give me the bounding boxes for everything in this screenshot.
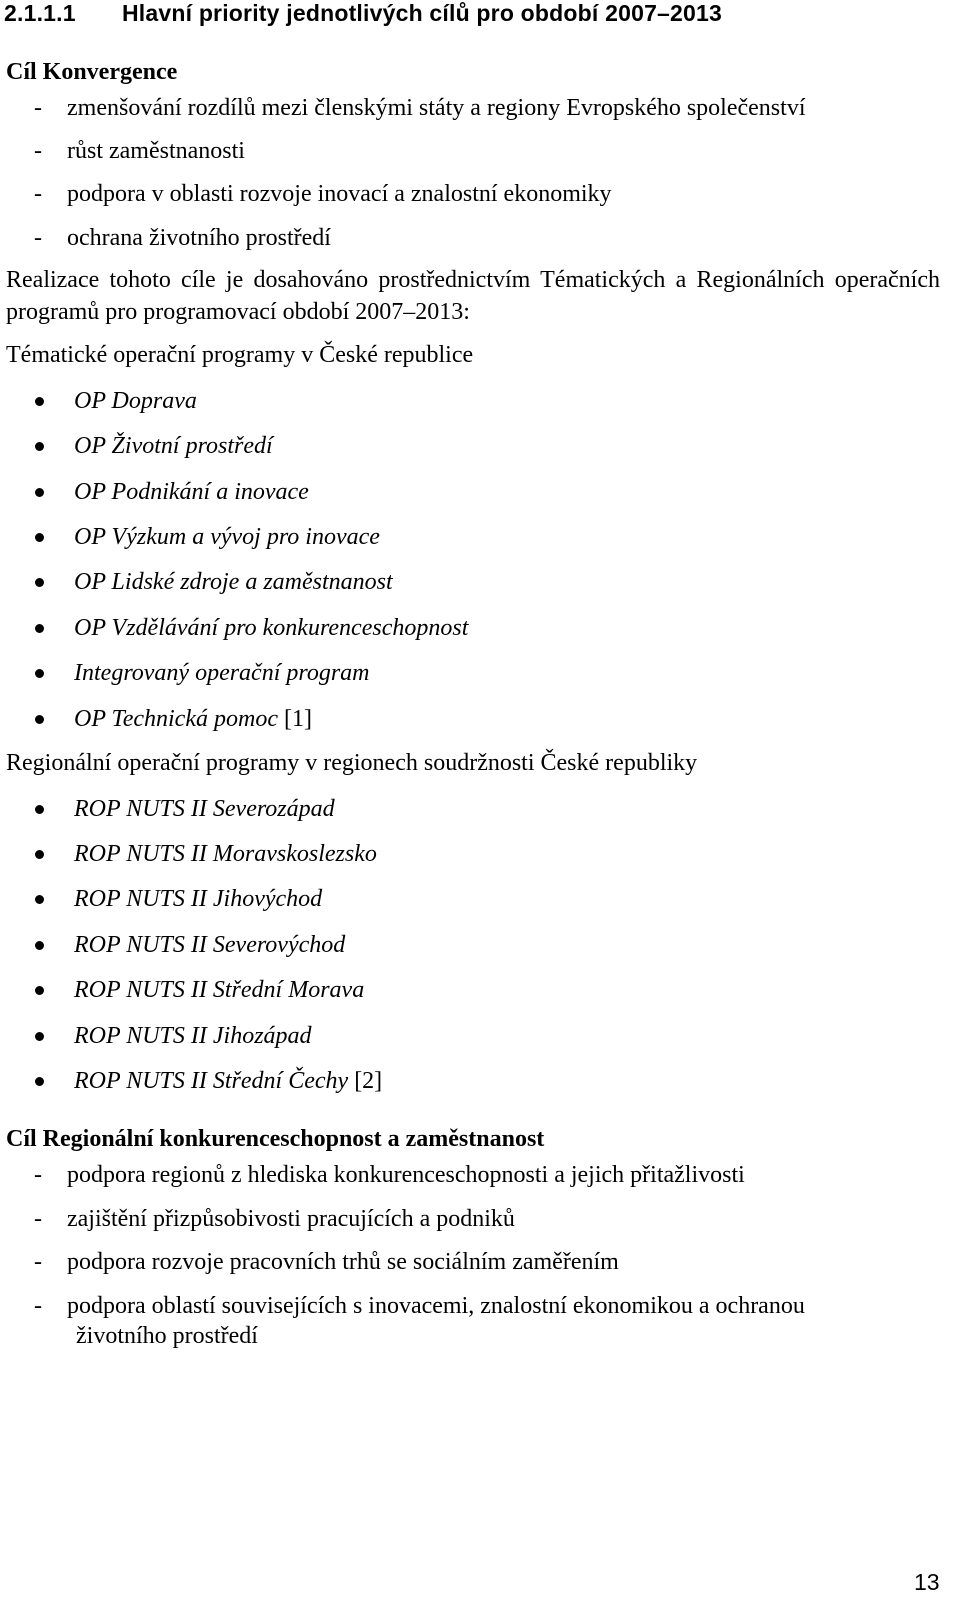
bullet-icon bbox=[35, 850, 44, 859]
convergence-item-text: ochrana životního prostředí bbox=[67, 225, 331, 251]
convergence-title: Cíl Konvergence bbox=[6, 59, 178, 85]
regional-item-text: ROP NUTS II Severozápad bbox=[74, 796, 335, 822]
thematic-item-text: OP Životní prostředí bbox=[74, 433, 273, 459]
dash-marker: - bbox=[34, 225, 42, 251]
dash-marker: - bbox=[34, 138, 42, 164]
bullet-icon bbox=[35, 669, 44, 678]
thematic-item-text: OP Doprava bbox=[74, 388, 197, 414]
page-number: 13 bbox=[914, 1569, 940, 1595]
regional-item-text: ROP NUTS II Střední Morava bbox=[74, 977, 365, 1003]
section-heading bbox=[4, 0, 722, 27]
bullet-icon bbox=[35, 986, 44, 995]
bullet-icon bbox=[35, 941, 44, 950]
competitiveness-title: Cíl Regionální konkurenceschopnost a zaměstnanost bbox=[6, 1126, 545, 1152]
thematic-item-text: Integrovaný operační program bbox=[74, 660, 370, 686]
bullet-icon bbox=[35, 895, 44, 904]
bullet-icon bbox=[35, 805, 44, 814]
competitiveness-item-text: podpora regionů z hlediska konkurenceschopnosti a jejich přitažlivosti bbox=[67, 1162, 745, 1188]
competitiveness-item-text: zajištění přizpůsobivosti pracujících a podniků bbox=[67, 1206, 515, 1232]
thematic-title: Tématické operační programy v České republice bbox=[6, 342, 474, 368]
thematic-item-text: OP Podnikání a inovace bbox=[74, 479, 309, 505]
thematic-item-text: OP Vzdělávání pro konkurenceschopnost bbox=[74, 615, 469, 641]
bullet-icon bbox=[35, 442, 44, 451]
thematic-item-text: OP Technická pomoc bbox=[74, 706, 278, 732]
dash-marker: - bbox=[34, 1293, 42, 1319]
dash-marker: - bbox=[34, 1162, 42, 1188]
bullet-icon bbox=[35, 1077, 44, 1086]
competitiveness-item-text: podpora rozvoje pracovních trhů se sociálním zaměřením bbox=[67, 1249, 619, 1275]
bullet-icon bbox=[35, 1032, 44, 1041]
regional-item-text: ROP NUTS II Jihovýchod bbox=[74, 886, 323, 912]
reference-link[interactable]: [2] bbox=[354, 1068, 383, 1094]
bullet-icon bbox=[35, 488, 44, 497]
section-number: 2.1.1.1 bbox=[4, 0, 76, 26]
bullet-icon bbox=[35, 533, 44, 542]
regional-item-text: ROP NUTS II Moravskoslezsko bbox=[74, 841, 377, 867]
dash-marker: - bbox=[34, 95, 42, 121]
regional-item-text: ROP NUTS II Severovýchod bbox=[74, 932, 346, 958]
thematic-item-text: OP Výzkum a vývoj pro inovace bbox=[74, 524, 380, 550]
competitiveness-item-text: podpora oblastí souvisejících s inovacemi, znalostní ekonomikou a ochranou bbox=[67, 1293, 805, 1319]
convergence-item-text: růst zaměstnanosti bbox=[67, 138, 245, 164]
dash-marker: - bbox=[34, 181, 42, 207]
convergence-item-text: podpora v oblasti rozvoje inovací a znalostní ekonomiky bbox=[67, 181, 612, 207]
convergence-item-text: zmenšování rozdílů mezi členskými státy a regiony Evropského společenství bbox=[67, 95, 806, 121]
thematic-item-text: OP Lidské zdroje a zaměstnanost bbox=[74, 569, 393, 595]
bullet-icon bbox=[35, 397, 44, 406]
bullet-icon bbox=[35, 624, 44, 633]
regional-item-text: ROP NUTS II Střední Čechy bbox=[74, 1068, 349, 1094]
convergence-paragraph: Realizace tohoto cíle je dosahováno prostřednictvím Tématických a Regionálních operačních programů pro programovací období 2007–2013: bbox=[6, 267, 940, 325]
dash-marker: - bbox=[34, 1206, 42, 1232]
dash-marker: - bbox=[34, 1249, 42, 1275]
competitiveness-item-text: životního prostředí bbox=[76, 1323, 258, 1349]
bullet-icon bbox=[35, 715, 44, 724]
reference-link[interactable]: [1] bbox=[283, 706, 312, 732]
bullet-icon bbox=[35, 578, 44, 587]
regional-item-text: ROP NUTS II Jihozápad bbox=[74, 1023, 312, 1049]
regional-title: Regionální operační programy v regionech soudržnosti České republiky bbox=[6, 750, 698, 776]
section-title: Hlavní priority jednotlivých cílů pro období 2007–2013 bbox=[122, 0, 723, 26]
